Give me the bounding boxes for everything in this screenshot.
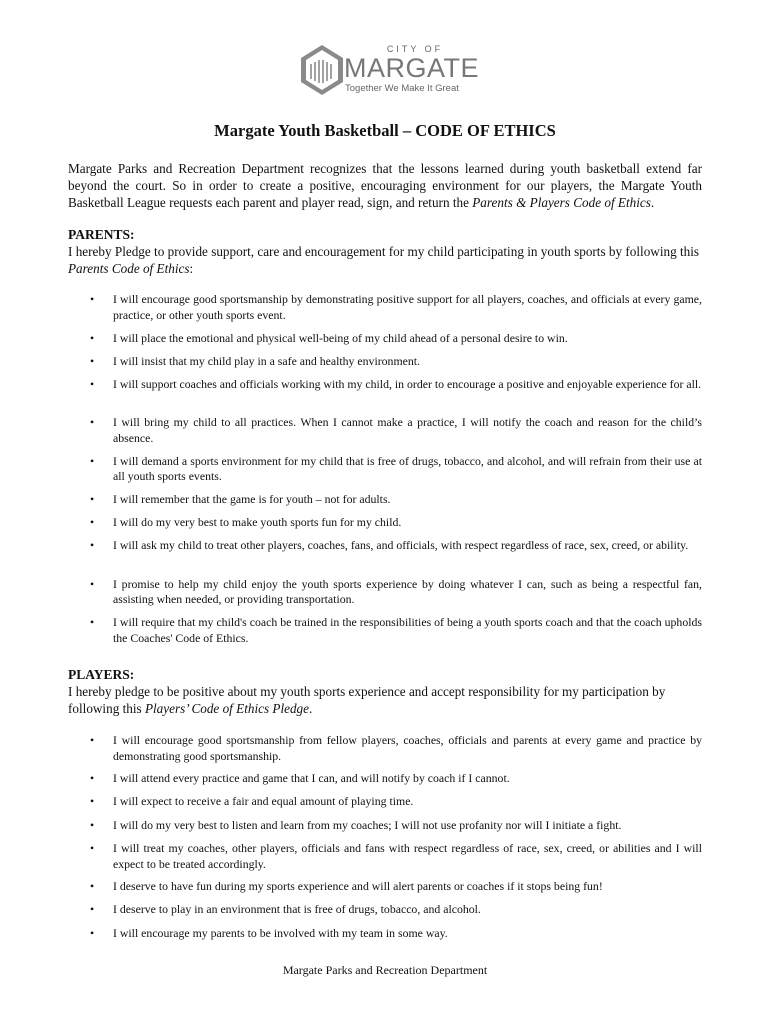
- intro-italic-text: Parents & Players Code of Ethics: [472, 195, 651, 210]
- list-item: [68, 515, 702, 538]
- bullet-icon: •: [90, 415, 95, 429]
- players-heading: PLAYERS:: [68, 667, 135, 682]
- bullet-icon: •: [90, 376, 95, 391]
- bullet-icon: •: [90, 925, 95, 940]
- list-item: [68, 577, 702, 616]
- list-item-text: I promise to help my child enjoy the youth sports experience by doing whatever I can, such as being a respectful fan, assisting when needed, or providing transportation.: [113, 576, 702, 606]
- parents-pledge: [68, 243, 702, 277]
- list-item: [68, 454, 702, 493]
- bullet-icon: •: [90, 841, 95, 855]
- list-item: [68, 733, 702, 771]
- list-item: [68, 492, 702, 515]
- list-item-text: I will encourage good sportsmanship by demonstrating positive support for all players, coaches, and officials at every game, practice, or other youth sports event.: [113, 292, 702, 322]
- bullet-icon: •: [90, 538, 95, 552]
- players-code-list: [68, 733, 702, 949]
- logo-city-name: MARGATE: [344, 53, 480, 83]
- list-item-text: I will place the emotional and physical well-being of my child ahead of a personal desire to win.: [113, 330, 568, 345]
- intro-text: Margate Parks and Recreation Department recognizes that the lessons learned during youth basketball extend far beyond the court. So in order to create a positive, encouraging environment for our players, the Margate Youth Basketball League requests each parent and player read, sign, and return the: [68, 161, 702, 210]
- list-item: [68, 354, 702, 377]
- players-pledge-text: I hereby pledge to be positive about my youth sports experience and accept responsibility for my participation by following this: [68, 684, 666, 716]
- players-section: [68, 666, 702, 956]
- list-item: [68, 771, 702, 795]
- list-item: [68, 926, 702, 950]
- bullet-icon: •: [90, 615, 95, 629]
- list-item: [68, 415, 702, 454]
- players-pledge-italic: Players’ Code of Ethics Pledge: [144, 701, 310, 716]
- logo-city-label: CITY OF: [386, 44, 444, 54]
- bullet-icon: •: [90, 453, 95, 468]
- bullet-icon: •: [90, 794, 95, 808]
- list-item: [68, 818, 702, 842]
- players-pledge-end: .: [309, 701, 313, 716]
- list-item: [68, 794, 702, 818]
- list-item-text: I will do my very best to listen and learn from my coaches; I will not use profanity nor will I initiate a fight.: [113, 817, 622, 832]
- list-item-text: I will encourage my parents to be involved with my team in some way.: [113, 925, 448, 940]
- list-item: [68, 902, 702, 926]
- list-item-text: I will do my very best to make youth sports fun for my child.: [113, 515, 402, 529]
- list-item-text: I will insist that my child play in a safe and healthy environment.: [113, 353, 420, 368]
- city-logo: [300, 44, 480, 96]
- logo-tagline: Together We Make It Great: [345, 83, 459, 94]
- list-item: [68, 538, 702, 577]
- bullet-icon: •: [90, 330, 95, 345]
- list-item-text: I deserve to have fun during my sports experience and will alert parents or coaches if it stops being fun!: [113, 878, 603, 893]
- bullet-icon: •: [90, 515, 95, 529]
- parents-pledge-italic: Parents Code of Ethics: [68, 261, 190, 276]
- players-pledge: [68, 683, 702, 717]
- list-item-text: I will support coaches and officials working with my child, in order to encourage a positive and enjoyable experience for all.: [113, 376, 702, 391]
- bullet-icon: •: [90, 817, 95, 832]
- list-item: [68, 615, 702, 654]
- list-item-text: I will expect to receive a fair and equal amount of playing time.: [113, 794, 414, 808]
- bullet-icon: •: [90, 770, 95, 785]
- list-item: [68, 377, 702, 416]
- bullet-icon: •: [90, 292, 95, 306]
- bullet-icon: •: [90, 353, 95, 368]
- list-item-text: I will ask my child to treat other players, coaches, fans, and officials, with respect regardless of race, sex, creed, or ability.: [113, 538, 689, 552]
- bullet-icon: •: [90, 902, 95, 916]
- bullet-icon: •: [90, 733, 95, 747]
- parents-pledge-text: I hereby Pledge to provide support, care and encouragement for my child participating in youth sports by following this: [68, 244, 700, 259]
- list-item: [68, 292, 702, 331]
- list-item-text: I deserve to play in an environment that is free of drugs, tobacco, and alcohol.: [113, 902, 481, 916]
- list-item-text: I will bring my child to all practices. When I cannot make a practice, I will notify the coach and reason for the child’s absence.: [113, 415, 702, 445]
- city-emblem-icon: [300, 44, 344, 96]
- bullet-icon: •: [90, 576, 95, 591]
- list-item: [68, 841, 702, 879]
- intro-end: .: [650, 195, 655, 210]
- list-item-text: I will treat my coaches, other players, officials and fans with respect regardless of race, sex, creed, or abilities and I will expect to be treated accordingly.: [113, 841, 702, 871]
- list-item-text: I will remember that the game is for youth – not for adults.: [113, 492, 391, 506]
- parents-heading: PARENTS:: [68, 227, 135, 242]
- parents-pledge-end: :: [189, 261, 194, 276]
- list-item-text: I will encourage good sportsmanship from fellow players, coaches, officials and parents at every game and practice by demonstrating good sportsmanship.: [113, 733, 702, 763]
- list-item-text: I will attend every practice and game that I can, and will notify by coach if I cannot.: [113, 770, 510, 785]
- parents-section: [68, 226, 702, 646]
- bullet-icon: •: [90, 492, 95, 506]
- list-item-text: I will demand a sports environment for my child that is free of drugs, tobacco, and alcohol, and will refrain from their use at all youth sports events.: [113, 453, 702, 483]
- bullet-icon: •: [90, 878, 95, 893]
- list-item: [68, 331, 702, 354]
- list-item: [68, 879, 702, 903]
- document-title: Margate Youth Basketball – CODE OF ETHICS: [214, 121, 556, 140]
- page-footer: Margate Parks and Recreation Department: [282, 963, 488, 977]
- intro-paragraph: [68, 160, 702, 211]
- list-item-text: I will require that my child's coach be trained in the responsibilities of being a youth sports coach and that the coach upholds the Coaches' Code of Ethics.: [113, 615, 702, 645]
- parents-code-list: [68, 292, 702, 654]
